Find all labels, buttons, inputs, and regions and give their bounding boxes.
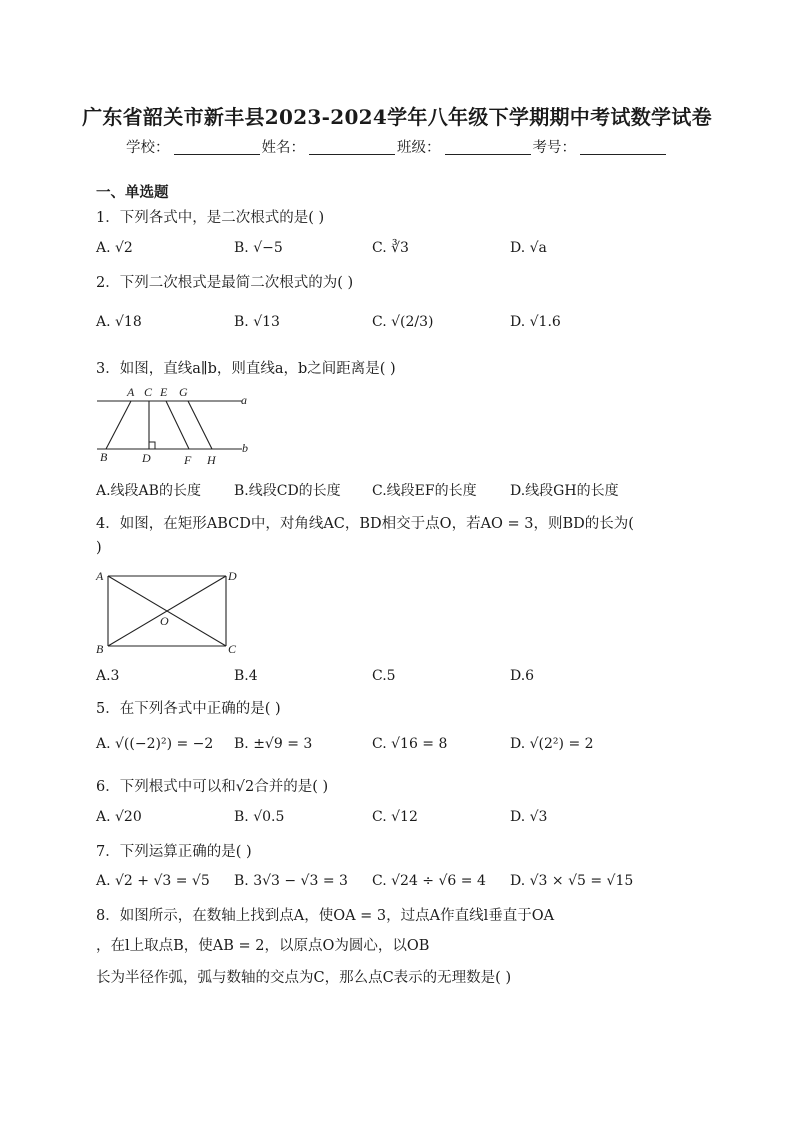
exam-title: 广东省韶关市新丰县2023-2024学年八年级下学期期中考试数学试卷 [82,105,712,129]
question-8-line-3: 长为半径作弧，弧与数轴的交点为C，那么点C表示的无理数是( ) [96,970,512,986]
q3-option-a[interactable]: A.线段AB的长度 [96,483,201,499]
class-label: 班级： [397,140,441,156]
q5-option-a[interactable]: A. √((−2)²) = −2 [96,736,214,752]
question-8-line-1: 8．如图所示，在数轴上找到点A，使OA = 3，过点A作直线l垂直于OA [96,908,555,924]
q1-option-a[interactable]: A. √2 [96,240,133,256]
q1-option-b[interactable]: B. √−5 [234,240,283,256]
question-5-stem: 5．在下列各式中正确的是( ) [96,701,281,717]
number-blank[interactable] [580,140,666,155]
segment-ab [106,401,131,449]
q6-option-d[interactable]: D. √3 [510,809,548,825]
section-heading: 一、单选题 [96,184,169,201]
right-angle-mark [149,442,155,449]
student-info-row [0,136,794,157]
class-blank[interactable] [445,140,531,155]
q3-option-d[interactable]: D.线段GH的长度 [510,483,619,499]
q4-option-c[interactable]: C.5 [372,668,396,684]
q2-option-c[interactable]: C. √(2/3) [372,314,434,330]
q7-option-b[interactable]: B. 3√3 − √3 = 3 [234,873,348,889]
label-D: D [142,451,151,465]
q5-option-c[interactable]: C. √16 = 8 [372,736,448,752]
q3-option-c[interactable]: C.线段EF的长度 [372,483,477,499]
label-H: H [207,453,216,467]
question-3-stem: 3．如图，直线a∥b，则直线a，b之间距离是( ) [96,361,396,377]
number-label: 考号： [532,140,576,156]
label-C: C [144,385,153,399]
label-O: O [160,614,169,628]
question-7-stem: 7．下列运算正确的是( ) [96,844,252,860]
segment-ef [166,401,189,449]
q4-option-d[interactable]: D.6 [510,668,535,684]
segment-gh [188,401,212,449]
label-E: E [160,385,168,399]
q2-option-b[interactable]: B. √13 [234,314,280,330]
q4-option-a[interactable]: A.3 [96,668,120,684]
q3-option-b[interactable]: B.线段CD的长度 [234,483,341,499]
q7-option-a[interactable]: A. √2 + √3 = √5 [96,873,210,889]
label-B: B [96,642,104,656]
school-label: 学校： [126,140,170,156]
name-label: 姓名： [261,140,305,156]
label-F: F [184,453,192,467]
q5-option-d[interactable]: D. √(2²) = 2 [510,736,594,752]
q1-option-d[interactable]: D. √a [510,240,547,256]
q1-option-c[interactable]: C. ∛3 [372,240,409,256]
label-A: A [96,569,104,583]
label-C: C [228,642,237,656]
q2-option-d[interactable]: D. √1.6 [510,314,561,330]
label-b: b [242,441,248,455]
q2-option-a[interactable]: A. √18 [96,314,142,330]
q6-option-c[interactable]: C. √12 [372,809,418,825]
label-a: a [241,393,247,407]
q6-option-b[interactable]: B. √0.5 [234,809,285,825]
q6-option-a[interactable]: A. √20 [96,809,142,825]
question-2-stem: 2．下列二次根式是最简二次根式的为( ) [96,275,354,291]
label-D: D [228,569,237,583]
q7-option-c[interactable]: C. √24 ÷ √6 = 4 [372,873,486,889]
parallel-lines-figure [92,382,262,470]
q7-option-d[interactable]: D. √3 × √5 = √15 [510,873,634,889]
question-4-stem: 4．如图，在矩形ABCD中，对角线AC，BD相交于点O，若AO = 3，则BD的长为( [96,516,634,532]
question-4-stem-end: ) [96,540,102,556]
school-blank[interactable] [174,140,260,155]
question-8-line-2: ，在l上取点B，使AB = 2，以原点O为圆心，以OB [96,938,430,954]
q5-option-b[interactable]: B. ±√9 = 3 [234,736,313,752]
label-A: A [127,385,135,399]
q4-option-b[interactable]: B.4 [234,668,258,684]
label-B: B [100,450,108,464]
label-G: G [179,385,188,399]
rectangle-figure [92,566,252,658]
question-1-stem: 1．下列各式中，是二次根式的是( ) [96,210,325,226]
name-blank[interactable] [309,140,395,155]
question-6-stem: 6．下列根式中可以和√2合并的是( ) [96,779,329,795]
